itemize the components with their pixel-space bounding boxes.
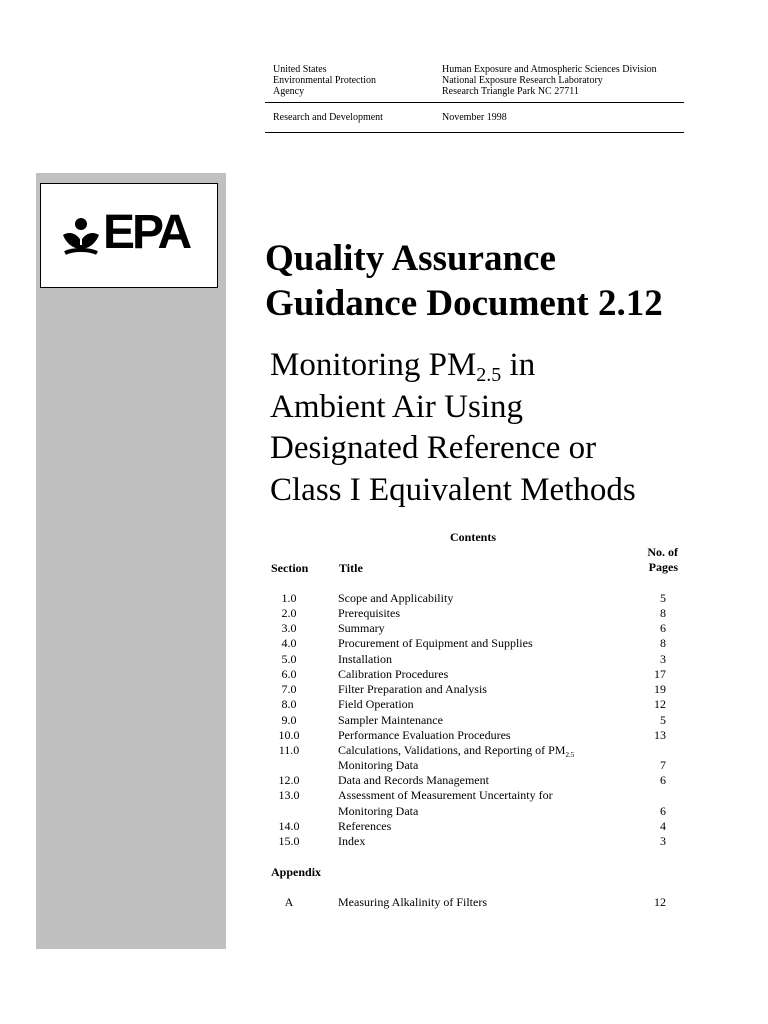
toc-pages: 4 <box>660 819 666 833</box>
subtitle-text: in <box>501 347 536 383</box>
toc-title: Prerequisites <box>338 606 400 620</box>
toc-title-continued: Monitoring Data <box>338 758 419 772</box>
toc-title: Sampler Maintenance <box>338 713 443 727</box>
toc-pages: 17 <box>654 667 666 681</box>
toc-pages: 3 <box>660 834 666 848</box>
division-line: Human Exposure and Atmospheric Sciences Division <box>442 64 657 75</box>
office-name: Research and Development <box>273 112 383 123</box>
toc-pages: 13 <box>654 728 666 742</box>
toc-pages: 6 <box>660 773 666 787</box>
title-line: Guidance Document 2.12 <box>265 283 663 324</box>
appendix-heading: Appendix <box>271 865 322 879</box>
toc-title: Procurement of Equipment and Supplies <box>338 636 533 650</box>
toc-pages: 5 <box>660 713 666 727</box>
toc-title <box>338 743 638 758</box>
toc-section: A <box>284 895 294 909</box>
toc-section: 3.0 <box>281 621 297 635</box>
toc-section: 7.0 <box>281 682 297 696</box>
toc-section: 8.0 <box>281 697 297 711</box>
toc-title: Index <box>338 834 366 848</box>
title-line: Quality Assurance <box>265 238 556 279</box>
subtitle-subscript: 2.5 <box>476 364 502 386</box>
toc-title: Scope and Applicability <box>338 591 454 605</box>
subtitle-line-3: Designated Reference or <box>270 430 597 466</box>
toc-pages: 12 <box>654 697 666 711</box>
toc-title: Field Operation <box>338 697 414 711</box>
subtitle-text: Monitoring PM <box>270 347 477 383</box>
toc-pages: 7 <box>660 758 666 772</box>
toc-title: Summary <box>338 621 385 635</box>
toc-title-text: Calculations, Validations, and Reporting of PM <box>338 743 566 757</box>
toc-section: 13.0 <box>278 788 300 802</box>
toc-title-subscript: 2.5 <box>565 751 575 759</box>
toc-title: Calibration Procedures <box>338 667 449 681</box>
toc-title: References <box>338 819 392 833</box>
toc-pages: 19 <box>654 682 666 696</box>
toc-pages: 8 <box>660 606 666 620</box>
toc-section: 6.0 <box>281 667 297 681</box>
toc-pages: 5 <box>660 591 666 605</box>
toc-title: Performance Evaluation Procedures <box>338 728 511 742</box>
agency-name <box>273 64 433 97</box>
agency-line: Environmental Protection <box>273 75 377 86</box>
toc-title-continued: Monitoring Data <box>338 804 419 818</box>
pages-header-line: No. of <box>647 545 678 559</box>
toc-pages: 6 <box>660 621 666 635</box>
sidebar-panel <box>36 173 226 949</box>
toc-section: 1.0 <box>281 591 297 605</box>
toc-section: 2.0 <box>281 606 297 620</box>
agency-line: United States <box>273 64 327 75</box>
toc-section: 5.0 <box>281 652 297 666</box>
toc-title: Measuring Alkalinity of Filters <box>338 895 487 909</box>
logo-text: EPA <box>103 206 190 259</box>
epa-flower-icon <box>59 215 103 259</box>
header-divider-bottom <box>265 132 684 133</box>
subtitle-line-1 <box>270 345 750 387</box>
publication-date: November 1998 <box>442 112 507 123</box>
toc-pages: 12 <box>654 895 666 909</box>
title-column-header: Title <box>339 561 363 575</box>
toc-section: 4.0 <box>281 636 297 650</box>
division-address <box>442 64 702 97</box>
toc-section: 9.0 <box>281 713 297 727</box>
toc-title: Assessment of Measurement Uncertainty for <box>338 788 553 802</box>
division-line: National Exposure Research Laboratory <box>442 75 603 86</box>
subtitle-line-2: Ambient Air Using <box>270 388 523 425</box>
toc-pages: 6 <box>660 804 666 818</box>
subtitle-line-4: Class I Equivalent Methods <box>270 471 636 508</box>
toc-pages: 8 <box>660 636 666 650</box>
agency-line: Agency <box>273 86 305 97</box>
contents-heading: Contents <box>450 530 497 544</box>
toc-section: 14.0 <box>278 819 300 833</box>
document-title <box>265 236 725 326</box>
section-column-header: Section <box>271 561 309 575</box>
toc-pages: 3 <box>660 652 666 666</box>
toc-title: Filter Preparation and Analysis <box>338 682 487 696</box>
toc-section: 11.0 <box>278 743 300 757</box>
header-divider <box>265 102 684 103</box>
toc-section: 15.0 <box>278 834 300 848</box>
toc-title: Data and Records Management <box>338 773 489 787</box>
toc-title: Installation <box>338 652 392 666</box>
epa-logo <box>40 183 218 288</box>
document-subtitle <box>270 345 750 511</box>
toc-section: 10.0 <box>278 728 300 742</box>
pages-header-line: Pages <box>648 560 678 575</box>
division-line: Research Triangle Park NC 27711 <box>442 86 579 97</box>
toc-section: 12.0 <box>278 773 300 787</box>
pages-column-header <box>600 545 678 575</box>
